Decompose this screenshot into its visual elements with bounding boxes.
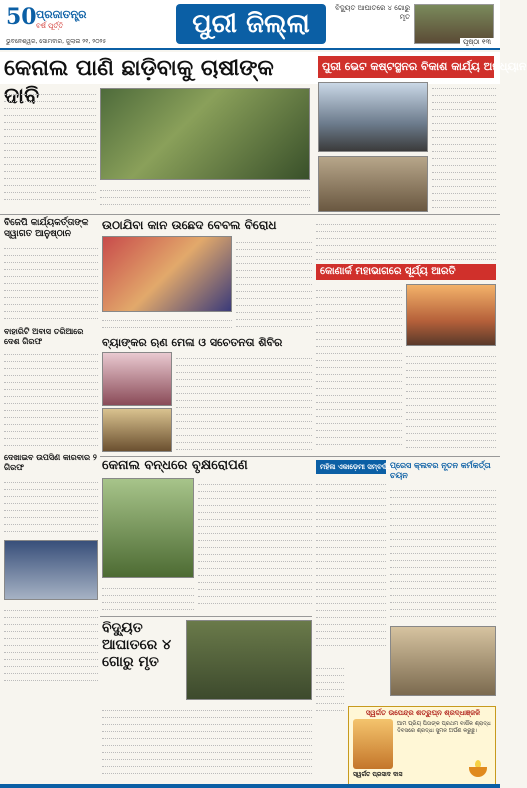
story-small3-headline[interactable]: ଦେଖାଇବ ଉପସିଣ କାରବାର ୨ ଗିରଫ: [4, 452, 97, 472]
story-konark-body2: [406, 350, 496, 452]
story-tree-body2: [102, 582, 194, 612]
ad-name: ସ୍ୱର୍ଗତ ପ୍ରସାଦ ଦାସ: [353, 771, 403, 778]
obituary-ad[interactable]: [348, 706, 496, 786]
story-press-body: [390, 484, 496, 624]
diya-icon: [469, 767, 487, 777]
paper-name: ପ୍ରଜାତନ୍ତ୍ର: [36, 8, 87, 21]
story-small3-body: [4, 476, 98, 536]
story-women-body: [316, 478, 386, 658]
bank-photo-2: [102, 408, 172, 452]
story-women-headline[interactable]: ମହିଳା ଏକାଡ଼େମୀ ସମ୍ବର୍ଦ୍ଧନ: [316, 460, 386, 474]
story-small2-body: [4, 348, 98, 448]
police-photo: [4, 540, 98, 600]
footer-strip: [0, 784, 500, 788]
cattle-photo: [186, 620, 312, 700]
dateline: ଭୁବନେଶ୍ୱର, ସୋମବାର, ଜୁଲାଇ ୨୧, ୨୦୨୫: [6, 38, 107, 45]
ear-teaser[interactable]: ବିଦ୍ୟୁତ ଆଘାତରେ ୪ ଗୋରୁ ମୃତ: [335, 4, 410, 21]
paper-subtitle: ବର୍ଷ ପୂର୍ତ୍ତି: [36, 22, 64, 30]
lead-body-col1: [4, 88, 96, 208]
konark-photo: [406, 284, 496, 346]
protest-photo: [102, 236, 232, 312]
side-headline[interactable]: ପୁରୀ ଭେଟ କଷ୍ଟସ୍ଥନର ବିକାଶ କାର୍ଯ୍ୟ ଅନୁଧ୍ୟାନ: [318, 56, 494, 78]
anniversary-logo: 50: [6, 4, 37, 30]
story-bank-body: [176, 352, 312, 452]
building-photo: [318, 82, 428, 152]
ad-text: ଆମ ପ୍ରିୟ ପିତାଙ୍କ ପ୍ରଥମ ବାର୍ଷିକ ଶ୍ରାଦ୍ଧ ଦିବସରେ ଶ୍ରଦ୍ଧା ସୁମନ ଅର୍ପଣ କରୁଛୁ।: [397, 721, 491, 734]
story-konark-headline[interactable]: କୋଣାର୍କ ମହାଭାଗରେ ସୂର୍ଯ୍ୟ ଆରତି: [316, 264, 496, 280]
story-cattle-body: [102, 704, 312, 784]
ad-title: ସ୍ୱର୍ଗତ ଉପେନ୍ଦ୍ର ଶତ୍ରୁଘ୍ନ ଶ୍ରଦ୍ଧାଞ୍ଜଳି: [365, 709, 481, 717]
lead-body-col2: [100, 184, 310, 210]
story-misc-body: [316, 662, 344, 782]
tree-photo: [102, 478, 194, 578]
ad-portrait: [353, 719, 393, 769]
section-title: ପୁରୀ ଜିଲ୍ଲା: [176, 4, 326, 44]
story-tree-body: [198, 478, 312, 608]
story-press-headline[interactable]: ପ୍ରେସ କ୍ଲବର ନୂତନ କର୍ମକର୍ତ୍ତା ଚୟନ: [390, 460, 491, 480]
canal-photo: [100, 88, 310, 180]
officials-photo: [318, 156, 428, 212]
police-body: [4, 604, 98, 684]
story-protest-body2: [102, 314, 232, 334]
story-bjp-headline[interactable]: ବିଜେପି କାର୍ଯ୍ୟକର୍ତ୍ତାଙ୍କ ସ୍ୱାଗତ ଆନୁଷ୍ଠାନ: [4, 218, 89, 239]
press-club-photo: [390, 626, 496, 696]
story-bjp-body: [4, 242, 98, 322]
story-protest-body: [236, 236, 312, 332]
story-protest-headline[interactable]: ଉଠାଯିବା କାନ ଉଛେଦ ବେବଲ ବିରୋଧ: [102, 218, 277, 232]
masthead: [0, 0, 500, 50]
page-number: ପୃଷ୍ଠା ୧୩: [460, 38, 494, 47]
story-right-mid-body: [316, 218, 496, 262]
lead-headline[interactable]: କେନାଲ ପାଣି ଛାଡ଼ିବାକୁ ଚାଷୀଙ୍କ ଦାବି: [4, 55, 274, 109]
story-bank-headline[interactable]: ବ୍ୟାଙ୍କର ଋଣ ମେଳା ଓ ସଚେତନତା ଶିବିର: [102, 336, 283, 349]
side-body-col: [432, 82, 496, 212]
story-small2-headline[interactable]: ବାହାରିଟି ଅବାସ ତରିଆରେ ଦେଶ ଗିରଫ: [4, 326, 84, 346]
story-tree-headline[interactable]: କେନାଲ ବନ୍ଧରେ ବୃକ୍ଷରୋପଣ: [102, 458, 248, 473]
story-cattle-headline[interactable]: ବିଦ୍ୟୁତ ଆଘାତରେ ୪ ଗୋରୁ ମୃତ: [102, 620, 172, 670]
bank-photo-1: [102, 352, 172, 406]
story-konark-body: [316, 284, 402, 452]
